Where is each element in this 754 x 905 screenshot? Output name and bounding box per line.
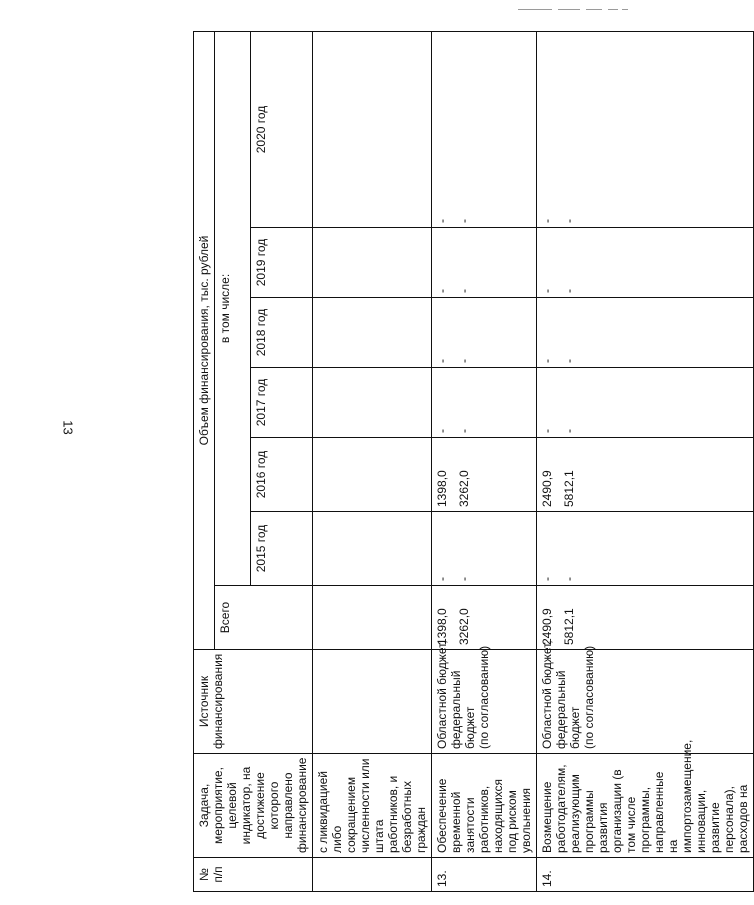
header-year-2015: 2015 год	[251, 512, 313, 586]
header-task: Задача, мероприятие, целевой индикатор, на достижение которого направлено финансирование	[194, 754, 313, 858]
header-year-2017: 2017 год	[251, 368, 313, 438]
row-source	[313, 650, 432, 754]
top-scan-marks	[518, 6, 636, 14]
row-2015: - -	[432, 512, 537, 586]
row-2015	[313, 512, 432, 586]
header-year-2018: 2018 год	[251, 298, 313, 368]
row-task: Обеспечение временной занятости работников, находящихся под риском увольнения	[432, 754, 537, 858]
row-2016: 1398,0 3262,0	[432, 438, 537, 512]
row-2017: - -	[537, 368, 754, 438]
header-including: в том числе:	[215, 31, 251, 585]
row-2020	[313, 31, 432, 227]
row-total: 1398,0 3262,0	[432, 586, 537, 650]
row-2018	[313, 298, 432, 368]
row-2020: - -	[537, 31, 754, 227]
row-2018: - -	[432, 298, 537, 368]
table-row	[432, 31, 537, 891]
header-year-2019: 2019 год	[251, 228, 313, 298]
row-2016	[313, 438, 432, 512]
row-2016: 2490,9 5812,1	[537, 438, 754, 512]
row-2019: - -	[537, 228, 754, 298]
row-total	[313, 586, 432, 650]
header-num: № п/п	[194, 858, 313, 892]
header-funding: Объем финансирования, тыс. рублей	[194, 31, 215, 649]
row-num: 14.	[537, 858, 754, 892]
row-2015: - -	[537, 512, 754, 586]
row-2019: - -	[432, 228, 537, 298]
row-2019	[313, 228, 432, 298]
row-num	[313, 858, 432, 892]
row-source: Областной бюджет, федеральный бюджет (по согласованию)	[537, 650, 754, 754]
header-year-2020: 2020 год	[251, 31, 313, 227]
table-row	[537, 31, 754, 891]
header-source: Источник финансирования	[194, 650, 313, 754]
table-row	[313, 31, 432, 891]
rotated-table-frame	[193, 32, 750, 892]
row-task: Возмещение работодателям, реализующим программы развития организации (в том числе программы, направленные на импортозамещение, инновации, развитие персонала), расходов на	[537, 754, 754, 858]
row-source: Областной бюджет, федеральный бюджет (по согласованию)	[432, 650, 537, 754]
row-2020: - -	[432, 31, 537, 227]
page-number: 13	[60, 420, 76, 435]
row-2018: - -	[537, 298, 754, 368]
row-task: с ликвидацией либо сокращением численности или штата работников, и безработных граждан	[313, 754, 432, 858]
row-2017	[313, 368, 432, 438]
header-year-2016: 2016 год	[251, 438, 313, 512]
row-num: 13.	[432, 858, 537, 892]
header-total: Всего	[215, 586, 313, 650]
row-total: 2490,9 5812,1	[537, 586, 754, 650]
funding-table	[193, 31, 754, 892]
row-2017: - -	[432, 368, 537, 438]
